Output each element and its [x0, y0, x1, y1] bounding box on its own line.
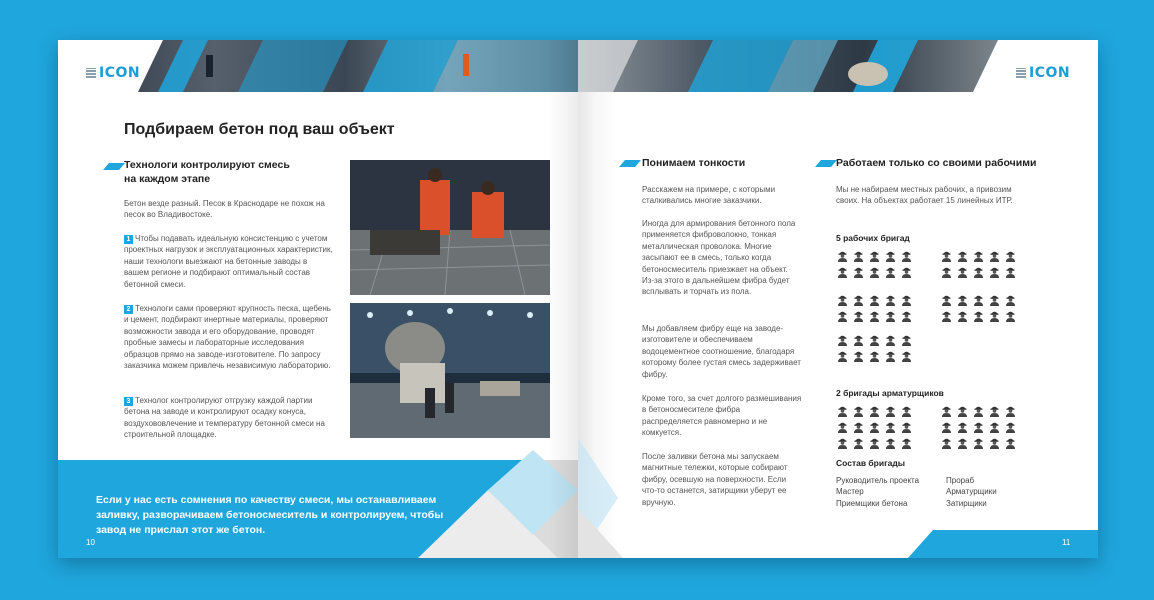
- worker-icon: [852, 249, 865, 262]
- number-badge: 2: [124, 305, 133, 314]
- number-badge: 3: [124, 397, 133, 406]
- worker-icon-row: [940, 420, 1017, 433]
- worker-icon: [836, 404, 849, 417]
- worker-icon: [940, 436, 953, 449]
- worker-icon: [836, 349, 849, 362]
- section-heading-line1: Технологи контролируют смесь: [124, 159, 290, 171]
- crew-role: Арматурщики: [946, 487, 997, 497]
- worker-icon: [884, 309, 897, 322]
- worker-icon-row: [836, 249, 913, 262]
- crew-role: Затирщики: [946, 498, 987, 508]
- worker-icon: [940, 420, 953, 433]
- slash-marker-icon: [619, 160, 641, 167]
- worker-icon: [988, 309, 1001, 322]
- right-decor: [578, 438, 1098, 558]
- point-text: Чтобы подавать идеальную консистенцию с учетом проектных нагрузок и эксплуатационных характеристик, наши технологи выезжают на бетонные заводы в вашем регионе и подбирают оптимальный состав бетонной смеси.: [124, 234, 333, 289]
- crew-role: Руководитель проекта: [836, 476, 920, 485]
- worker-icon: [868, 349, 881, 362]
- worker-icon: [852, 349, 865, 362]
- worker-icon: [884, 249, 897, 262]
- section-heading-line2: на каждом этапе: [124, 173, 211, 185]
- worker-icon: [900, 309, 913, 322]
- worker-icon: [900, 420, 913, 433]
- worker-icon: [972, 436, 985, 449]
- col1-heading: Понимаем тонкости: [642, 157, 746, 169]
- worker-icon-row: [836, 293, 913, 306]
- left-banner: [58, 40, 578, 92]
- worker-icon: [900, 249, 913, 262]
- col1-para-4: Кроме того, за счет долгого размешивания в бетоносмесителе фибра распределяется равномерно и не комкуется.: [642, 394, 802, 438]
- intro-text: Бетон везде разный. Песок в Краснодаре не похож на песок во Владивостоке.: [124, 199, 325, 220]
- worker-icon: [900, 436, 913, 449]
- worker-icon: [900, 265, 913, 278]
- worker-icon: [1004, 293, 1017, 306]
- point-2: [124, 303, 334, 371]
- worker-icon-row: [836, 404, 913, 417]
- worker-icon: [836, 333, 849, 346]
- col1-para-2: Иногда для армирования бетонного пола применяется фиброволокно, тонкая металлическая проволока. Многие засыпают ее в смесь, только когда бетоносмеситель приезжает на объект. Из-за этого в дальнейшем фибра будет всплывать и торчать из пола.: [642, 219, 796, 297]
- worker-icon: [868, 404, 881, 417]
- worker-icon: [956, 420, 969, 433]
- worker-icon: [852, 404, 865, 417]
- logo-icon: [1016, 68, 1026, 78]
- pull-quote: Если у нас есть сомнения по качеству смеси, мы останавливаем заливку, разворачиваем бетоносмеситель и контролируем, чтобы завод не прислал этот же бетон.: [96, 494, 444, 536]
- worker-icon-row: [836, 309, 913, 322]
- point-text: Технологи сами проверяют крупность песка, щебень и цемент, подбирают инертные материалы, проверяют возможности завода и его оборудование, проводят пробные замесы и лабораторные исследования образцов прямо на заводе-изготовителе. По запросу заказчика можем привлечь независимую лабораторию.: [124, 304, 331, 371]
- worker-icon: [900, 404, 913, 417]
- worker-icon: [972, 249, 985, 262]
- brochure-spread: [58, 40, 1098, 558]
- worker-icon: [884, 420, 897, 433]
- slash-marker-icon: [815, 160, 837, 167]
- worker-icon: [884, 265, 897, 278]
- worker-icon-row: [836, 333, 913, 346]
- worker-icon: [884, 349, 897, 362]
- worker-icon: [868, 249, 881, 262]
- worker-icon: [884, 333, 897, 346]
- page-number-right: 11: [1062, 538, 1071, 547]
- worker-icon: [836, 249, 849, 262]
- logo-text: ICON: [99, 65, 141, 81]
- worker-icon: [836, 420, 849, 433]
- col2-heading: Работаем только со своими рабочими: [836, 157, 1037, 169]
- worker-icon: [1004, 265, 1017, 278]
- worker-icon: [972, 265, 985, 278]
- worker-icon: [884, 404, 897, 417]
- worker-icon: [956, 309, 969, 322]
- group2-label: 2 бригады арматурщиков: [836, 388, 944, 398]
- col1-para-1: Расскажем на примере, с которыми сталкивались многие заказчики.: [642, 185, 776, 206]
- page-title: Подбираем бетон под ваш объект: [124, 121, 395, 138]
- worker-icon-row: [940, 265, 1017, 278]
- worker-icon: [868, 436, 881, 449]
- worker-icon: [988, 420, 1001, 433]
- right-banner: [578, 40, 1098, 92]
- worker-icon-row: [940, 404, 1017, 417]
- worker-icon: [1004, 436, 1017, 449]
- logo-icon: [86, 68, 96, 78]
- worker-icon: [988, 436, 1001, 449]
- worker-icon: [852, 420, 865, 433]
- worker-icon: [988, 404, 1001, 417]
- right-page: [578, 40, 1098, 558]
- worker-icon-row: [836, 436, 913, 449]
- worker-icon: [852, 265, 865, 278]
- worker-icon: [1004, 249, 1017, 262]
- logo: [1016, 65, 1070, 81]
- crew-role: Прораб: [946, 476, 975, 485]
- worker-icon-row: [940, 309, 1017, 322]
- worker-icon: [988, 265, 1001, 278]
- group1-label: 5 рабочих бригад: [836, 233, 910, 243]
- worker-icon: [956, 249, 969, 262]
- logo: [86, 65, 140, 81]
- section-heading: [124, 158, 290, 186]
- crew-role: Приемщики бетона: [836, 498, 908, 508]
- worker-icon: [868, 309, 881, 322]
- point-1: [124, 233, 334, 290]
- worker-icon: [956, 436, 969, 449]
- left-page: [58, 40, 578, 558]
- worker-icon: [852, 436, 865, 449]
- worker-icon: [956, 293, 969, 306]
- worker-icon: [940, 249, 953, 262]
- worker-icon-row: [940, 436, 1017, 449]
- page-number-left: 10: [86, 538, 95, 547]
- worker-icon: [1004, 420, 1017, 433]
- logo-text: ICON: [1029, 65, 1071, 81]
- worker-icon: [868, 333, 881, 346]
- photo-mixer-truck: [350, 303, 550, 438]
- col2-intro: Мы не набираем местных рабочих, а привозим своих. На объектах работает 15 линейных ИТР.: [836, 185, 1013, 206]
- worker-icon: [900, 293, 913, 306]
- crew-role: Мастер: [836, 487, 864, 497]
- worker-icon: [868, 265, 881, 278]
- worker-icon-row: [836, 265, 913, 278]
- col1-para-3: Мы добавляем фибру еще на заводе-изготовителе и обеспечиваем водоцементное соотношение, благодаря которому более густая смесь задерживает фибру.: [642, 324, 801, 379]
- worker-icon: [868, 420, 881, 433]
- worker-icon: [884, 293, 897, 306]
- worker-icon: [900, 333, 913, 346]
- worker-icon: [852, 293, 865, 306]
- worker-icon: [836, 309, 849, 322]
- worker-icon: [852, 309, 865, 322]
- number-badge: 1: [124, 235, 133, 244]
- worker-icon: [852, 333, 865, 346]
- worker-icon: [836, 436, 849, 449]
- worker-icon: [940, 404, 953, 417]
- worker-figure: [463, 54, 469, 76]
- mixer-drum: [848, 62, 888, 86]
- worker-icon: [972, 293, 985, 306]
- worker-icon: [972, 420, 985, 433]
- worker-icon: [900, 349, 913, 362]
- worker-icon: [836, 265, 849, 278]
- worker-icon: [884, 436, 897, 449]
- slash-marker-icon: [103, 163, 125, 170]
- worker-icon: [988, 293, 1001, 306]
- point-3: [124, 395, 334, 441]
- worker-icon-row: [836, 349, 913, 362]
- col1-para-5: После заливки бетона мы запускаем магнитные тележки, которые собирают фибру, осевшую на поверхности. Если что-то останется, затирщики уберут ее вручную.: [642, 452, 788, 507]
- worker-icon: [956, 404, 969, 417]
- worker-icon: [940, 293, 953, 306]
- worker-icon: [940, 309, 953, 322]
- worker-icon: [1004, 404, 1017, 417]
- photo-workers: [350, 160, 550, 295]
- worker-icon: [1004, 309, 1017, 322]
- worker-icon: [836, 293, 849, 306]
- worker-icon: [956, 265, 969, 278]
- worker-icon-row: [940, 293, 1017, 306]
- point-text: Технолог контролируют отгрузку каждой партии бетона на заводе и контролируют осадку конуса, воздухововлечение и температуру бетонной смеси на строительной площадке.: [124, 396, 325, 440]
- worker-icon: [988, 249, 1001, 262]
- crew-heading: Состав бригады: [836, 458, 906, 468]
- worker-icon: [972, 404, 985, 417]
- worker-icon: [972, 309, 985, 322]
- worker-icon-row: [836, 420, 913, 433]
- worker-icon: [940, 265, 953, 278]
- worker-icon: [868, 293, 881, 306]
- worker-icon-row: [940, 249, 1017, 262]
- figure-silhouette: [206, 55, 213, 77]
